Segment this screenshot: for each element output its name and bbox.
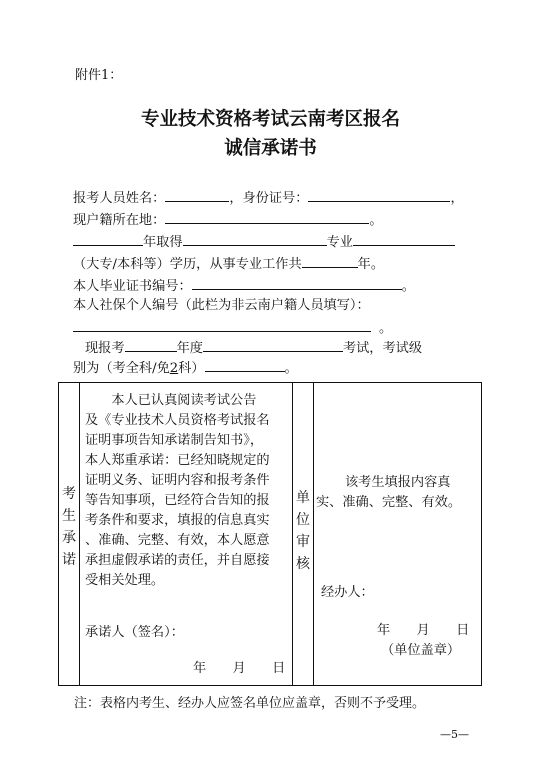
footer-note: 注：表格内考生、经办人应签名单位应盖章，否则不予受理。	[74, 696, 426, 711]
apply-label: 现报考	[85, 341, 125, 356]
pledge-line: 证明义务、证明内容和报考条件	[85, 473, 270, 488]
id-label: ，身份证号：	[229, 191, 309, 206]
name-field[interactable]	[165, 186, 229, 202]
unit-seal: （单位盖章）	[381, 643, 461, 658]
major-label: 专业	[326, 235, 353, 250]
review-line: 实、准确、完整、有效。	[316, 495, 462, 510]
document-subtitle: 诚信承诺书	[224, 138, 317, 159]
period: 。	[369, 213, 383, 228]
table-divider	[79, 383, 80, 685]
year-obtain-label: 年取得	[143, 235, 183, 250]
form-line-name	[73, 186, 464, 206]
exam-level-label: 考试，考试级	[342, 341, 423, 356]
name-label: 报考人员姓名：	[73, 191, 166, 206]
period: 。	[284, 361, 298, 376]
title-char: 审	[296, 534, 310, 550]
certificate-field[interactable]	[192, 274, 402, 290]
form-line-education	[73, 252, 384, 272]
social-number-field[interactable]	[73, 316, 371, 332]
form-line-residence	[73, 208, 383, 228]
year-label: 年度	[176, 341, 203, 356]
title-char: 承	[62, 530, 76, 546]
form-line-level	[73, 356, 298, 376]
pledge-line: 证明事项告知承诺制告知书》，	[85, 433, 264, 448]
years-label: 年。	[357, 257, 385, 272]
level-field[interactable]	[205, 356, 285, 372]
form-line-certificate	[73, 274, 415, 294]
residence-field[interactable]	[165, 208, 369, 224]
pledge-line: 考条件和要求，填报的信息真实	[85, 513, 270, 528]
certificate-label: 本人毕业证书编号：	[73, 279, 192, 294]
document-title: 专业技术资格考试云南考区报名	[140, 109, 400, 130]
unit-review-title	[294, 487, 312, 575]
pledge-line: 及《专业技术人员资格考试报名	[85, 413, 270, 428]
pledge-line: 承担虚假承诺的责任，并自愿接	[85, 553, 270, 568]
residence-label: 现户籍所在地：	[73, 213, 166, 228]
exam-name-field[interactable]	[203, 336, 343, 352]
apply-year-field[interactable]	[125, 336, 177, 352]
pledge-line: 、准确、完整、有效，本人愿意	[85, 533, 270, 548]
pledge-table	[58, 382, 482, 686]
signer-date: 年 月 日	[193, 661, 286, 676]
major-field[interactable]	[353, 230, 455, 246]
handler-label: 经办人：	[321, 585, 374, 600]
degree-year-field[interactable]	[73, 230, 143, 246]
pledge-line: 受相关处理。	[85, 573, 165, 588]
signer-label: 承诺人（签名）：	[85, 625, 184, 640]
page-number: —5—	[440, 728, 469, 741]
table-divider	[292, 383, 293, 685]
candidate-pledge-title	[60, 483, 78, 571]
attachment-label: 附件1：	[75, 68, 123, 83]
unit-date: 年 月 日	[377, 623, 470, 638]
level-prefix: 别为（考全科/免	[73, 361, 170, 376]
pledge-line: 等告知事项，已经符合告知的报	[85, 493, 270, 508]
table-divider	[313, 383, 314, 685]
title-char: 生	[62, 508, 76, 524]
period: 。	[379, 321, 393, 336]
work-years-field[interactable]	[302, 252, 358, 268]
level-number: 2	[169, 361, 179, 376]
pledge-line: 本人郑重承诺：已经知晓规定的	[85, 453, 270, 468]
pledge-line: 本人已认真阅读考试公告	[85, 393, 257, 408]
form-line-social	[73, 296, 370, 316]
id-number-field[interactable]	[308, 186, 450, 202]
period: 。	[401, 279, 415, 294]
title-char: 考	[62, 486, 76, 502]
title-char: 单	[296, 490, 310, 506]
comma: ，	[450, 191, 464, 206]
review-line: 该考生填报内容真	[345, 475, 451, 490]
pledge-text	[85, 391, 291, 591]
form-line-social-blank	[73, 316, 392, 336]
title-char: 诺	[62, 552, 76, 568]
title-char: 位	[296, 512, 310, 528]
degree-text: （大专/本科等）学历，从事专业工作共	[73, 257, 302, 272]
level-suffix: 科）	[178, 361, 205, 376]
form-line-degree	[73, 230, 455, 250]
institution-field[interactable]	[183, 230, 327, 246]
title-char: 核	[296, 556, 310, 572]
form-line-apply	[73, 336, 422, 356]
social-label: 本人社保个人编号（此栏为非云南户籍人员填写）：	[73, 298, 370, 313]
